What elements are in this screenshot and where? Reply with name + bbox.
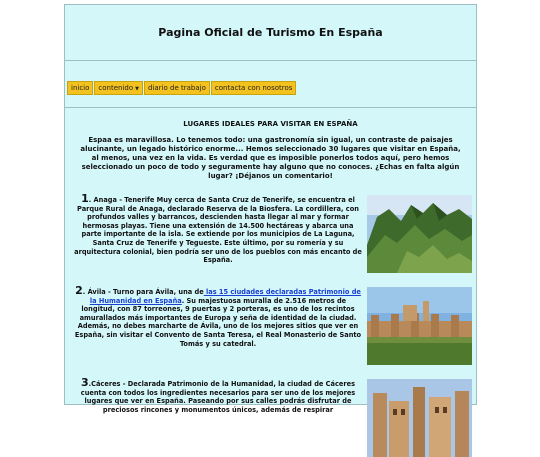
- nav-item-contenido[interactable]: [94, 81, 143, 95]
- caceres-photo-svg: [367, 379, 472, 457]
- place-description: .Cáceres - Declarada Patrimonio de la Humanidad, la ciudad de Cáceres cuenta con todos los ingredientes necesarios para ser uno de los mejores lugares que ver en España. Paseando por sus calles podrás disfrutar de preciosos rincones y monumentos únicos, además de respirar: [80, 380, 356, 414]
- place-entry-anaga: [73, 192, 468, 273]
- place-description-start: . Ávila - Turno para Ávila, una de: [82, 288, 204, 296]
- place-number: 1: [81, 192, 89, 205]
- place-number: 2: [75, 284, 83, 297]
- place-text: [73, 192, 367, 265]
- nav-item-inicio[interactable]: inicio: [67, 81, 93, 95]
- place-description-end: . Su majestuosa muralla de 2.516 metros de longitud, con 87 torreones, 9 puertas y 2 porteras, es uno de los recintos amurallados más importantes de Europa y seña de identidad de la ciudad. Además, no debes marcharte de Ávila, uno de los mejores sitios que ver en España, sin visitar el Convento de Santa Teresa, el Real Monasterio de Santo Tomás y su catedral.: [74, 296, 362, 348]
- place-description: . Anaga - Tenerife Muy cerca de Santa Cruz de Tenerife, se encuentra el Parque Rural de Anaga, declarado Reserva de la Biosfera. La cordillera, con profundos valles y barrancos, descienden hasta llegar al mar y formar hermosas playas. Tiene una extensión de 14.500 hectáreas y abarca una parte importante de la isla. Se extiende por los municipios de La Laguna, Santa Cruz de Tenerife y Tegueste. Este último, por su romería y su arquitectura colonial, bien podría ser uno de los pueblos con más encanto de España.: [74, 196, 362, 265]
- main-content: [65, 107, 476, 457]
- page-title: Pagina Oficial de Turismo En España: [158, 26, 383, 39]
- nav-bar: [67, 81, 476, 95]
- caceres-city-image: [367, 379, 472, 457]
- nav-item-contacta[interactable]: contacta con nosotros: [211, 81, 297, 95]
- nav-item-contenido-label: contenido: [98, 84, 134, 92]
- patrimonio-link[interactable]: las 15 ciudades declaradas Patrimonio de la Humanidad en España: [89, 288, 361, 305]
- avila-photo-svg: [367, 287, 472, 365]
- section-title: LUGARES IDEALES PARA VISITAR EN ESPAÑA: [183, 120, 358, 128]
- nav-item-diario[interactable]: diario de trabajo: [144, 81, 210, 95]
- place-number: 3: [80, 376, 89, 389]
- caret-down-icon: ▼: [135, 86, 139, 92]
- anaga-photo-svg: [367, 195, 472, 273]
- site-header: [65, 5, 476, 61]
- place-entry-avila: [73, 284, 468, 365]
- intro-paragraph: Espaa es maravillosa. Lo tenemos todo: una gastronomía sin igual, un contraste de paisajes alucinante, un legado histórico enorme... Hemos seleccionado 30 lugares que visitar en España, al menos, una vez en la vida. Es verdad que es imposible ponerlos todos aquí, pero hemos seleccionado un poco de todo y seguramente hay alguno que no conoces. ¿Echas en falta algún lugar? ¡Déjanos un comentario!: [80, 136, 461, 180]
- page-container: [64, 4, 477, 414]
- place-entry-caceres: [73, 376, 468, 457]
- place-text: [73, 284, 367, 348]
- place-text: [73, 376, 367, 414]
- avila-walls-image: [367, 287, 472, 365]
- anaga-mountains-image: [367, 195, 472, 273]
